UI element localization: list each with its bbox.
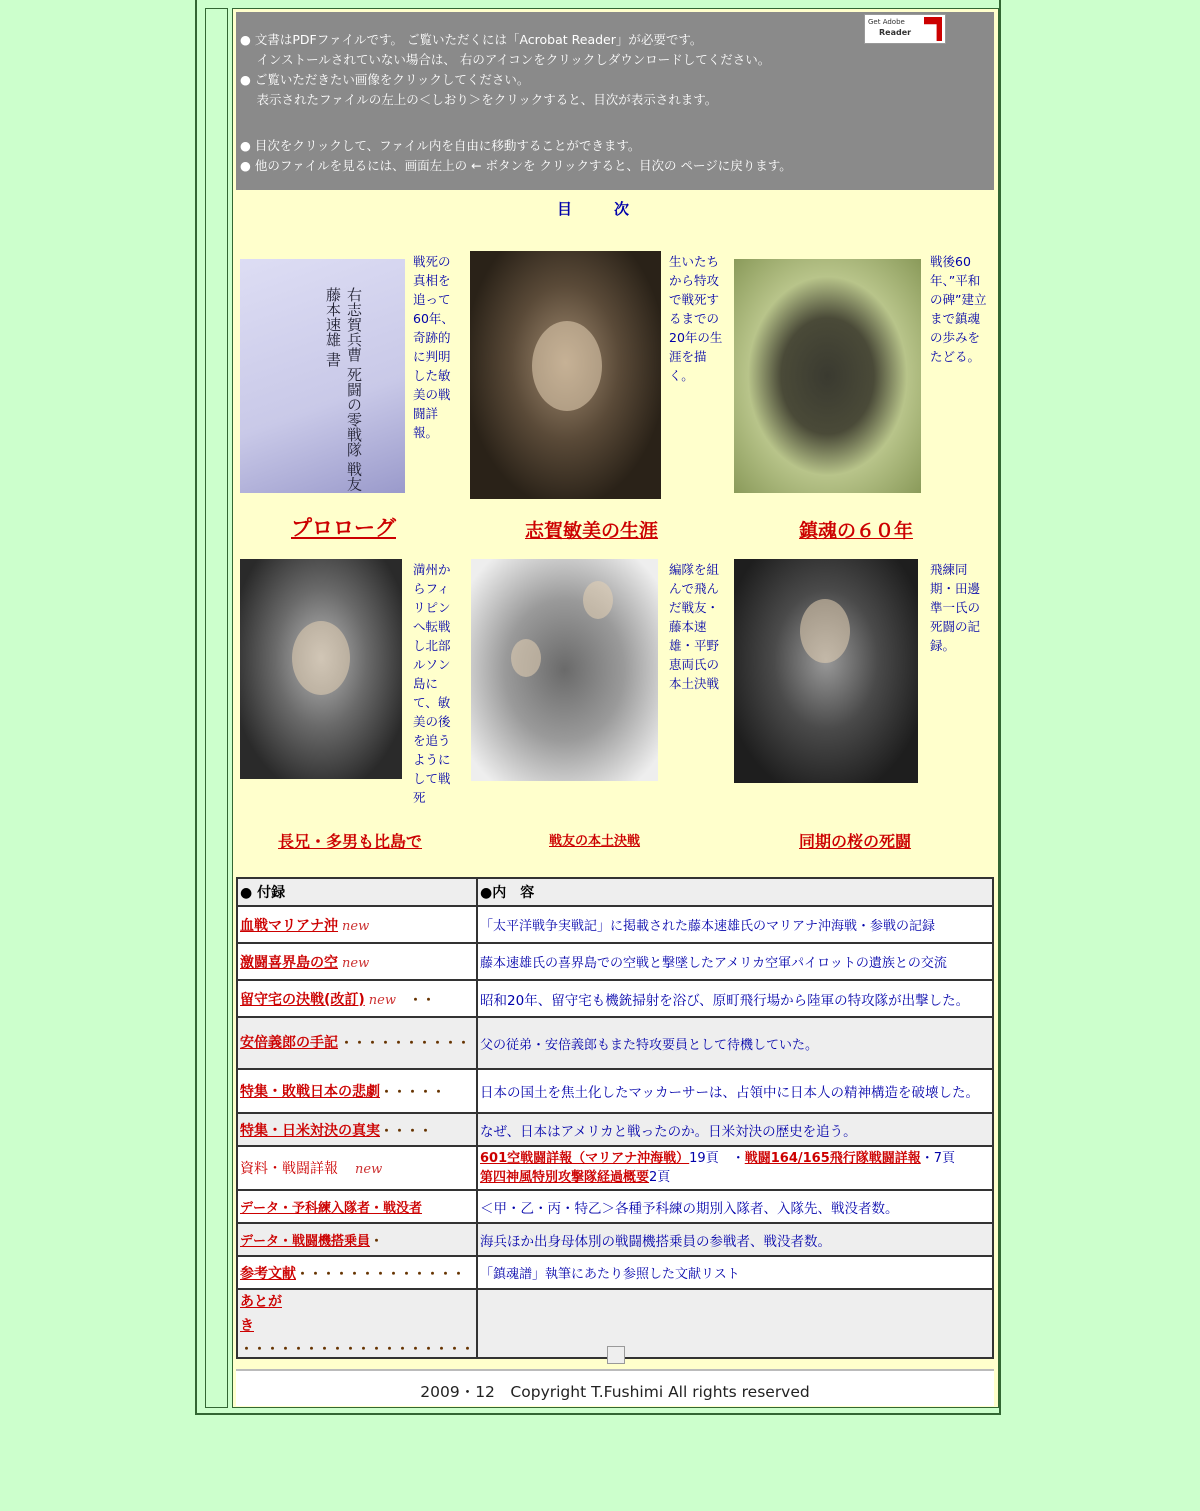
appendix-link[interactable]: 特集・日米対決の真実 bbox=[240, 1122, 380, 1139]
page-count: 2頁 bbox=[649, 1170, 671, 1185]
appendix-link[interactable]: データ・戦闘機搭乗員 bbox=[240, 1234, 371, 1249]
adobe-top-label: Get Adobe bbox=[868, 18, 905, 26]
table-row bbox=[237, 906, 993, 943]
pilot-face bbox=[532, 321, 602, 411]
toc-heading-b: 次 bbox=[614, 200, 632, 218]
dots: ・・ bbox=[409, 992, 436, 1008]
appendix-desc: ＜甲・乙・丙・特乙＞各種予科練の期別入隊者、入隊先、戦没者数。 bbox=[477, 1190, 993, 1223]
photo-shiga-toshimi-pilot[interactable] bbox=[470, 251, 661, 499]
appendix-link[interactable]: 激闘喜界島の空 bbox=[240, 954, 338, 971]
pilot-face bbox=[800, 599, 850, 663]
photo-prologue-document[interactable] bbox=[240, 259, 405, 493]
appendix-table bbox=[236, 877, 994, 1359]
page-count: ・7頁 bbox=[920, 1151, 956, 1166]
photo-comrades[interactable] bbox=[471, 559, 658, 781]
notice-line: ● 目次をクリックして、ファイル内を自由に移動することができます。 bbox=[240, 138, 641, 153]
link-chinkon-60[interactable]: 鎮魂の６０年 bbox=[799, 520, 914, 542]
table-row bbox=[237, 1146, 993, 1190]
item-description: 生いたちから特攻で戦死するまでの20年の生涯を描く。 bbox=[669, 254, 723, 383]
table-row bbox=[237, 1113, 993, 1146]
adobe-logo-icon bbox=[924, 17, 942, 41]
footer-copyright: 2009・12 Copyright T.Fushimi All rights reserved bbox=[236, 1369, 994, 1406]
notice-line: 表示されたファイルの左上の＜しおり＞をクリックすると、目次が表示されます。 bbox=[240, 92, 718, 107]
item-description: 満州からフィリピンへ転戦し北部ルソン島にて、敏美の後を追うようにして戦死 bbox=[413, 562, 451, 805]
notice-line: インストールされていない場合は、 右のアイコンをクリックしダウンロードしてください。 bbox=[240, 52, 771, 67]
photo-memorial-statue[interactable] bbox=[734, 259, 921, 493]
table-row bbox=[237, 1190, 993, 1223]
item-description: 戦後60年、”平和の碑”建立まで鎮魂の歩みをたどる。 bbox=[930, 254, 987, 364]
link-classmate-battle[interactable]: 同期の桜の死闘 bbox=[799, 832, 912, 851]
photo-classmate-pilot[interactable] bbox=[734, 559, 918, 783]
appendix-desc: 日本の国土を焦土化したマッカーサーは、占領中に日本人の精神構造を破壊した。 bbox=[477, 1069, 993, 1113]
separator: ・ bbox=[731, 1151, 745, 1166]
new-badge: new bbox=[342, 955, 370, 971]
page-count: 19頁 bbox=[689, 1151, 719, 1166]
appendix-desc bbox=[477, 1289, 993, 1358]
item-description: 戦死の真相を追って60年、奇跡的に判明した敏美の戦闘詳報。 bbox=[413, 254, 454, 440]
appendix-link[interactable]: あとがき bbox=[240, 1294, 282, 1334]
new-badge: new bbox=[368, 992, 396, 1008]
broken-image-icon bbox=[607, 1346, 625, 1364]
item-description: 飛練同期・田邊準一氏の死闘の記録。 bbox=[930, 562, 981, 653]
dots: ・・・・・・・・・・・・・・・・・・ bbox=[240, 1342, 475, 1357]
table-header bbox=[237, 878, 993, 906]
appendix-desc: 「太平洋戦争実戦記」に掲載された藤本速雄氏のマリアナ沖海戦・参戦の記録 bbox=[477, 906, 993, 943]
battle-report-601-link[interactable]: 601空戦闘詳報（マリアナ沖海戦） bbox=[480, 1151, 690, 1166]
appendix-link[interactable]: 参考文献 bbox=[240, 1265, 296, 1282]
appendix-link[interactable]: 血戦マリアナ沖 bbox=[240, 917, 338, 934]
toc-heading-a: 目 bbox=[557, 200, 575, 218]
link-prologue[interactable]: プロローグ bbox=[291, 516, 396, 540]
comrade-face bbox=[583, 581, 613, 619]
appendix-desc: 「鎮魂譜」執筆にあたり参照した文献リスト bbox=[477, 1256, 993, 1289]
dots: ・・・・・ bbox=[380, 1085, 446, 1100]
dots: ・・・・・・・・・・・・・ bbox=[296, 1266, 466, 1282]
appendix-desc: 海兵ほか出身母体別の戦闘機搭乗員の参戦者、戦没者数。 bbox=[477, 1223, 993, 1256]
soldier-face bbox=[292, 621, 350, 695]
get-adobe-reader-button[interactable] bbox=[864, 14, 946, 44]
item-description: 編隊を組んで飛んだ戦友・藤本速雄・平野恵両氏の本土決戦 bbox=[669, 562, 720, 691]
dots: ・ bbox=[370, 1234, 384, 1249]
adobe-bottom-label: Reader bbox=[879, 28, 912, 37]
dots: ・・・・・・・・・・ bbox=[340, 1036, 471, 1051]
appendix-desc: なぜ、日本はアメリカと戦ったのか。日米対決の歴史を追う。 bbox=[477, 1113, 993, 1146]
appendix-link[interactable]: データ・予科練入隊者・戦没者 bbox=[240, 1201, 423, 1216]
appendix-link[interactable]: 留守宅の決戦(改訂) bbox=[240, 991, 365, 1008]
link-elder-brother[interactable]: 長兄・多男も比島で bbox=[278, 832, 423, 851]
header-contents: ●内 容 bbox=[477, 878, 993, 906]
appendix-link[interactable]: 安倍義郎の手記 bbox=[240, 1035, 338, 1051]
document-handwriting: 右志賀兵曹 死闘の零戦隊 戦友 藤本速雄 書 bbox=[324, 287, 363, 492]
appendix-desc: 昭和20年、留守宅も機銃掃射を浴び、原町飛行場から陸軍の特攻隊が出撃した。 bbox=[477, 980, 993, 1017]
link-comrades-homeland[interactable]: 戦友の本土決戦 bbox=[549, 834, 641, 849]
photo-elder-brother[interactable] bbox=[240, 559, 402, 779]
notice-line: ● 文書はPDFファイルです。 ご覧いただくには「Acrobat Reader」が必要です。 bbox=[240, 32, 703, 47]
table-row bbox=[237, 1223, 993, 1256]
table-row bbox=[237, 980, 993, 1017]
appendix-desc: 藤本速雄氏の喜界島での空戦と撃墜したアメリカ空軍パイロットの遺族との交流 bbox=[477, 943, 993, 980]
comrade-face bbox=[511, 639, 541, 677]
header-appendix: ● 付録 bbox=[237, 878, 477, 906]
table-row bbox=[237, 1256, 993, 1289]
appendix-label: 資料・戦闘詳報 bbox=[240, 1161, 338, 1177]
footer-divider bbox=[236, 1369, 994, 1371]
table-row bbox=[237, 943, 993, 980]
battle-report-164-link[interactable]: 戦闘164/165飛行隊戦闘詳報 bbox=[744, 1151, 921, 1166]
toc-heading bbox=[557, 198, 631, 219]
new-badge: new bbox=[342, 918, 370, 934]
table-row bbox=[237, 1069, 993, 1113]
notice-line: ● 他のファイルを見るには、画面左上の ← ボタンを クリックすると、目次の ページに戻ります。 bbox=[240, 158, 792, 173]
appendix-desc: 父の従弟・安倍義郎もまた特攻要員として待機していた。 bbox=[477, 1017, 993, 1069]
table-row bbox=[237, 1017, 993, 1069]
dots: ・・・・ bbox=[380, 1123, 433, 1139]
kamikaze-4-link[interactable]: 第四神風特別攻撃隊経過概要 bbox=[480, 1170, 650, 1185]
link-shiga-life[interactable]: 志賀敏美の生涯 bbox=[525, 520, 659, 542]
left-sidebar-strip bbox=[205, 8, 228, 1408]
new-badge: new bbox=[355, 1162, 383, 1177]
notice-line: ● ご覧いただきたい画像をクリックしてください。 bbox=[240, 72, 530, 87]
appendix-link[interactable]: 特集・敗戦日本の悲劇 bbox=[240, 1084, 380, 1100]
